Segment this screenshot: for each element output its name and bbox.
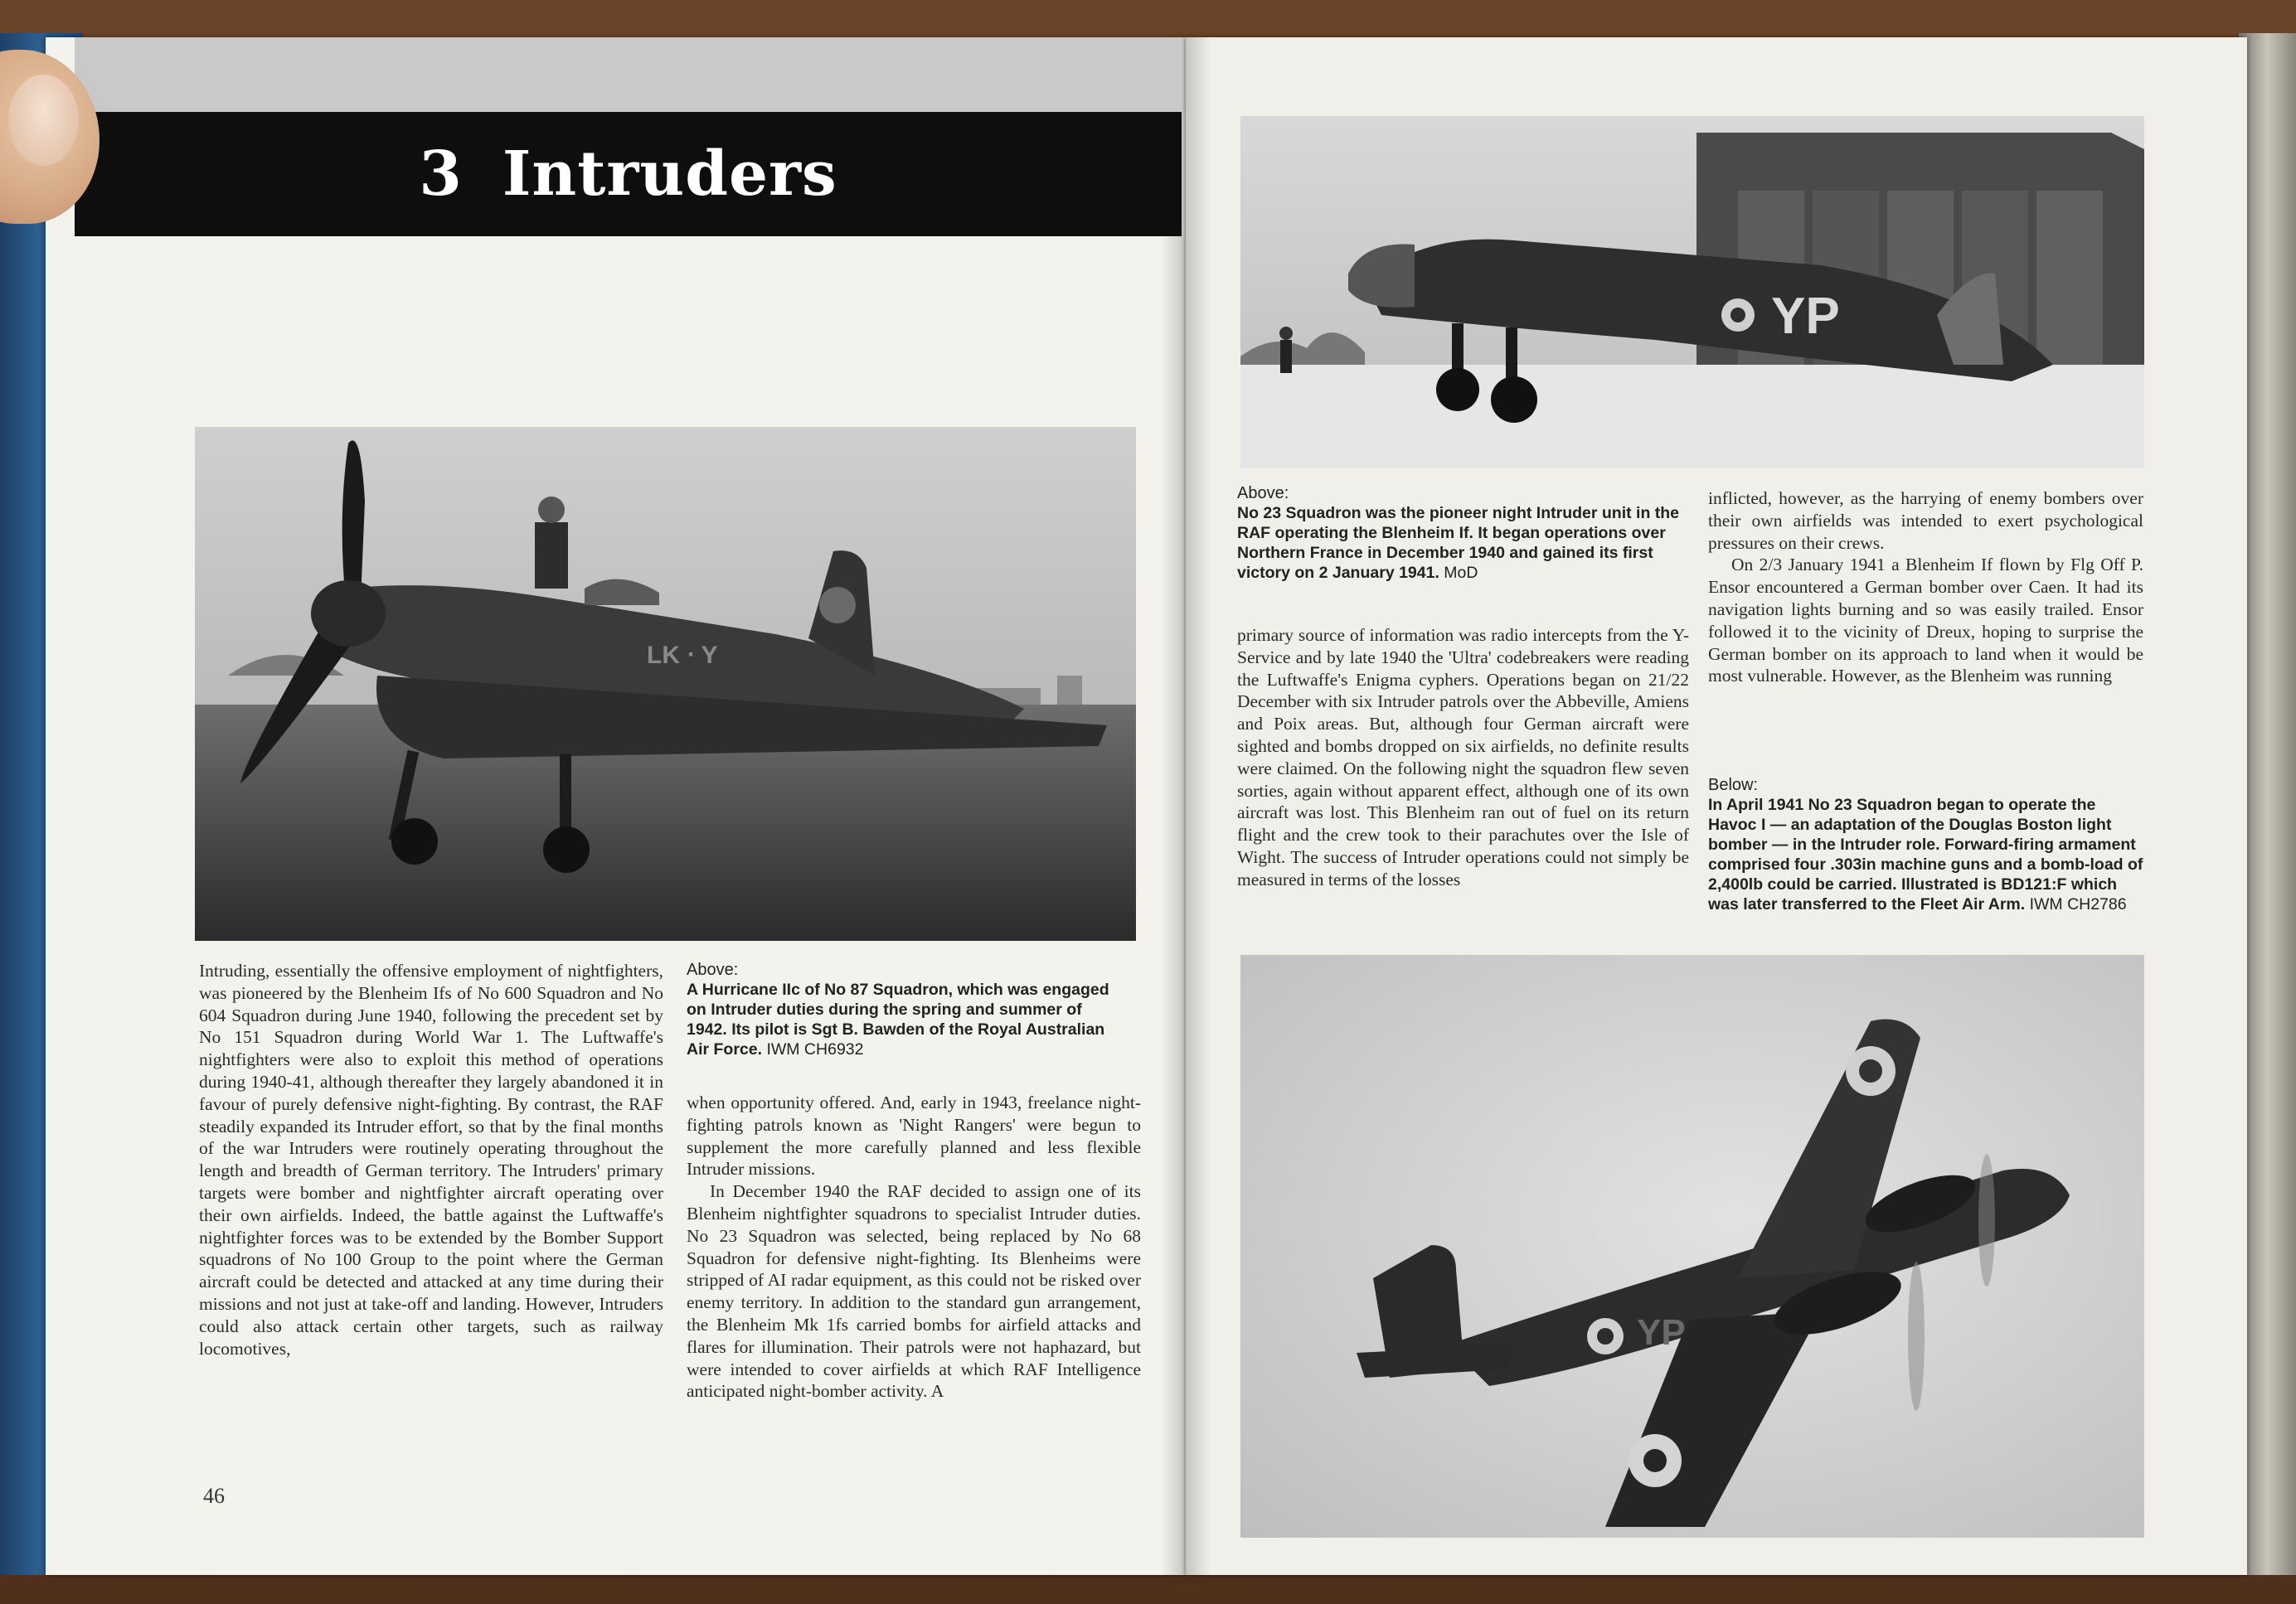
blenheim-caption-credit: MoD [1444,564,1478,582]
havoc-code-text: YP [1637,1312,1686,1353]
hurricane-caption-text: A Hurricane IIc of No 87 Squadron, which was engaged on Intruder duties during the spring and summer of 1942. Its pilot is Sgt B. Bawden of the Royal Australian Air Force. [687,981,1109,1059]
chapter-number: 3 [419,138,463,210]
left-page-column-2 [687,1092,1141,1403]
right-col1-paragraph: primary source of information was radio intercepts from the Y-Service and by late 1940 the 'Ultra' codebreakers were reading the Luftwaffe's Enigma cyphers. Operations began on 21/22 December with six Intruder patrols over the Abbeville, Amiens and Poix areas. But, although four German aircraft were sighted and bombs dropped on six airfields, no definite results were claimed. On the following night the squadron flew seven sorties, again without apparent effect, although one of its own aircraft was lost. This Blenheim ran out of fuel on its return flight and the crew took to their parachutes over the Isle of Wight. The success of Intruder operations could not simply be measured in terms of the losses [1237,625,1689,889]
header-grey-band [75,37,1182,112]
blenheim-code-text: YP [1771,288,1840,345]
blenheim-caption-label: Above: [1237,484,1289,502]
right-page-column-1 [1237,624,1689,891]
chapter-title-bar [75,112,1182,236]
thumb-nail [8,75,79,166]
blenheim-caption [1237,483,1701,583]
havoc-photo [1240,955,2144,1538]
hurricane-caption-credit: IWM CH6932 [766,1040,864,1059]
hurricane-caption-label: Above: [687,961,739,979]
havoc-caption-credit: IWM CH2786 [2029,895,2127,913]
havoc-bomber-photo-icon [1240,955,2144,1538]
book-gutter [1161,37,1211,1575]
right-col2-paragraph-1: inflicted, however, as the harrying of enemy bombers over their own airfields was intended to exert psychological pressures on their crews. [1708,488,2143,553]
blenheim-hangar-photo-icon [1240,116,2144,468]
hurricane-caption [687,960,1118,1059]
right-page-column-2 [1708,487,2143,687]
book-cover-right [2239,33,2296,1575]
page-number: 46 [203,1484,225,1508]
right-col2-paragraph-2: On 2/3 January 1941 a Blenheim If flown by Flg Off P. Ensor encountered a German bomber over Caen. It had its navigation lights burning and so was easily trailed. Ensor followed it to the vicinity of Dreux, hoping to surprise the German bomber on its approach to land when it would be most vulnerable. However, as the Blenheim was running [1708,555,2143,686]
left-page-column-1 [199,960,663,1359]
havoc-caption [1708,775,2143,914]
left-col2-paragraph-2: In December 1940 the RAF decided to assign one of its Blenheim nightfighter squadrons to specialist Intruder duties. No 23 Squadron was selected, being replaced by No 68 Squadron for defensive night-fighting. Its Blenheims were stripped of AI radar equipment, as this could not be risked over enemy territory. In addition to the standard gun arrangement, the Blenheim Mk 1fs carried bombs for airfield attacks and flares for illumination. Their patrols were not haphazard, but were intended to cover airfields at which RAF Intelligence anticipated night-bomber activity. A [687,1181,1141,1402]
blenheim-caption-text: No 23 Squadron was the pioneer night Intruder unit in the RAF operating the Blenheim If. It began operations over Northern France in December 1940 and gained its first victory on 2 January 1941. [1237,504,1680,582]
blenheim-photo [1240,116,2144,468]
left-col1-paragraph: Intruding, essentially the offensive employment of nightfighters, was pioneered by the Blenheim Ifs of No 600 Squadron and No 604 Squadron during June 1940, following the precedent set by No 151 Squadron during World War 1. The Luftwaffe's nightfighters were also to exploit this method of operations during 1940-41, although thereafter they largely abandoned it in favour of purely defensive night-fighting. By contrast, the RAF steadily expanded its Intruder effort, so that by the final months of the war Intruders were routinely operating throughout the length and breadth of German territory. The Intruders' primary targets were bomber and nightfighter aircraft operating over their own airfields. Indeed, the battle against the Luftwaffe's nightfighter forces was to be extended by the Bomber Support squadrons of No 100 Group to the point where the German aircraft could be detected and attacked at any time during their missions and not just at take-off and landing. However, Intruders could also attack certain other targets, such as railway locomotives, [199,961,663,1359]
havoc-caption-text: In April 1941 No 23 Squadron began to operate the Havoc I — an adaptation of the Douglas Boston light bomber — in the Intruder role. Forward-firing armament comprised four .303in machine guns and a bomb-load of 2,400lb could be carried. Illustrated is BD121:F which was later transferred to the Fleet Air Arm. [1708,796,2143,913]
hurricane-photo [195,427,1136,941]
left-col2-paragraph-1: when opportunity offered. And, early in 1943, freelance night-fighting patrols known as 'Night Rangers' were begun to supplement the more carefully planned and less flexible Intruder missions. [687,1093,1141,1180]
hurricane-code-text: LK ⋅ Y [647,642,718,669]
chapter-title: Intruders [502,138,837,210]
hurricane-aircraft-photo-icon [195,427,1136,941]
havoc-caption-label: Below: [1708,776,1759,794]
